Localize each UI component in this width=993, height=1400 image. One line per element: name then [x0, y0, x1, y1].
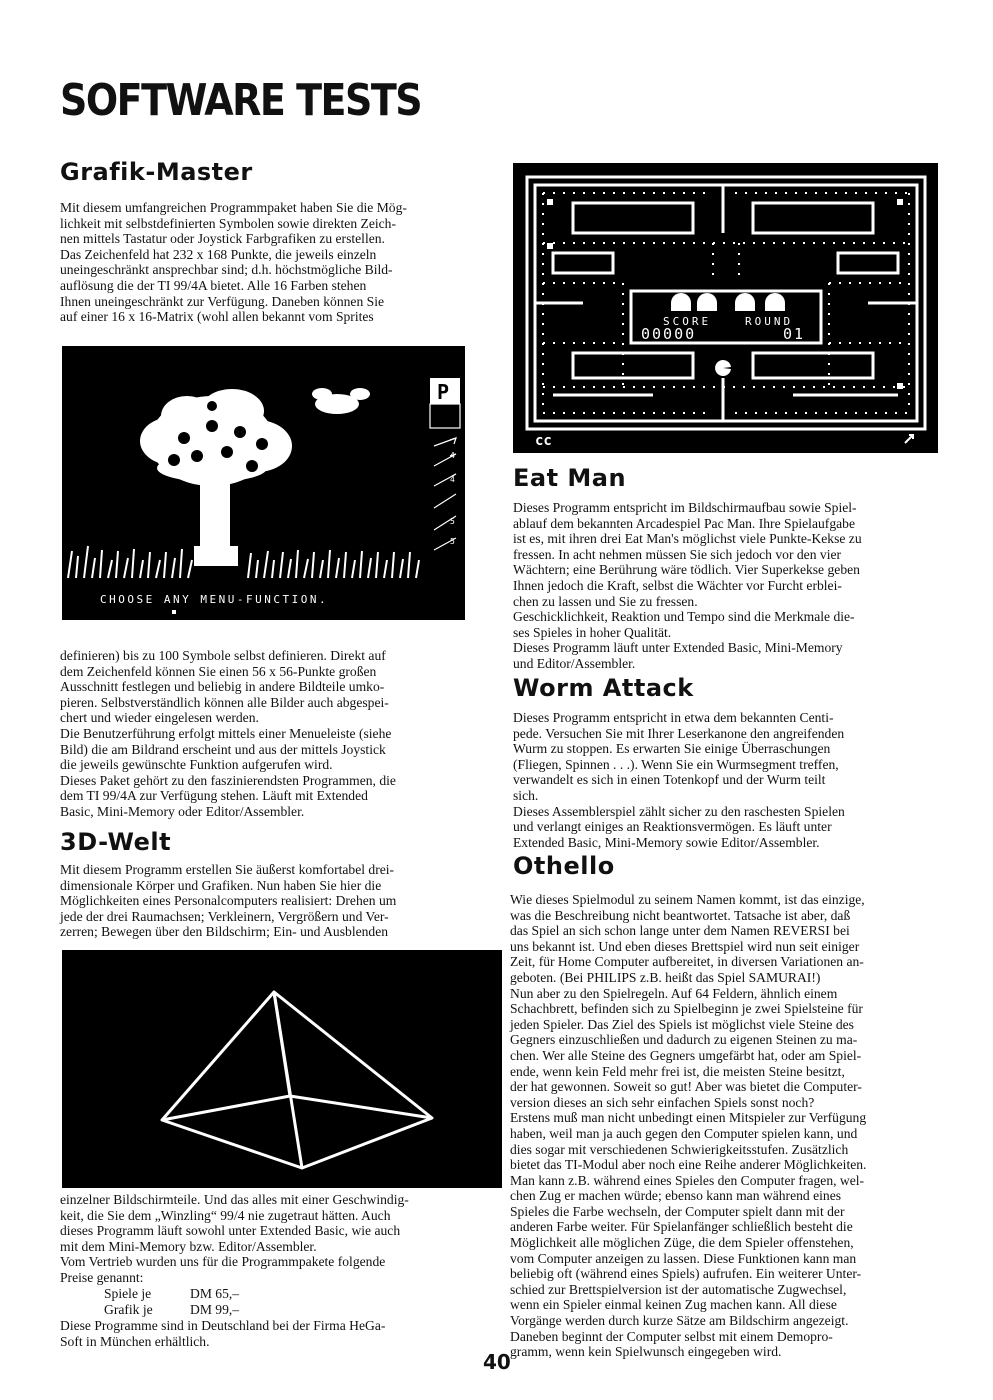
text-line: chert und wieder eingelesen werden. — [60, 710, 259, 726]
worm-attack-heading: Worm Attack — [513, 674, 694, 702]
text-line: die jeweils gewünschte Funktion aufgerufen wird. — [60, 757, 333, 773]
text-line: Wurm zu stoppen. Es erwarten Sie einige Überraschungen — [513, 741, 831, 757]
text-line: Wie dieses Spielmodul zu seinem Namen kommt, ist das einzige, — [510, 892, 865, 907]
othello-body-text — [510, 892, 945, 1360]
ghosts — [671, 293, 785, 311]
svg-text:5: 5 — [450, 517, 455, 526]
text-line: haben, weil man ja auch gegen den Computer spielen kann, und — [510, 1125, 858, 1141]
svg-text:cc: cc — [535, 433, 552, 449]
3d-welt-intro-text — [60, 862, 500, 940]
text-line: Schachbrett, befinden sich zu Spielbeginn je zwei Spielsteine für — [510, 1001, 863, 1017]
eat-man-heading: Eat Man — [513, 464, 627, 492]
grafik-master-screenshot — [62, 346, 465, 620]
text-line: Dieses Programm läuft unter Extended Basic, Mini-Memory — [513, 640, 843, 656]
text-line: dem Zeichenfeld können Sie einen 56 x 56-Punkte großen — [60, 663, 377, 679]
text-line: dieses Programm läuft sowohl unter Extended Basic, wie auch — [60, 1223, 401, 1239]
eat-man-screenshot — [513, 163, 938, 453]
text-line: Basic, Mini-Memory oder Editor/Assembler. — [60, 803, 305, 819]
othello-heading: Othello — [513, 852, 615, 880]
text-line: lichkeit mit selbstdefinierten Symbolen sowie direkten Zeich- — [60, 215, 396, 231]
text-line: Mit diesem umfangreichen Programmpaket haben Sie die Mög- — [60, 200, 407, 215]
text-line: ist es, mit ihren drei Eat Man's möglichst viele Punkte-Kekse zu — [513, 531, 862, 547]
text-line: ende, wenn kein Feld mehr frei ist, die meisten Steine besitzt, — [510, 1063, 845, 1079]
tree-drawing — [140, 389, 292, 566]
text-line: schied zur Brettspielversion ist der automatische Zugwechsel, — [510, 1281, 847, 1297]
lives-indicator — [535, 433, 552, 449]
eat-man-sprite — [715, 360, 731, 376]
text-line: Spieles die Farbe wechseln, der Computer spielt dann mit der — [510, 1203, 845, 1219]
text-line: jeden Spieler. Das Ziel des Spiels ist möglichst viele Steine des — [510, 1016, 854, 1032]
text-line: Möglichkeiten eines Personalcomputers realisiert: Drehen um — [60, 893, 397, 909]
text-line: Soft in München erhältlich. — [60, 1333, 210, 1349]
text-line: Die Benutzerführung erfolgt mittels einer Menueleiste (siehe — [60, 725, 392, 741]
text-line: version dieses an sich sehr einfachen Spiels sonst noch? — [510, 1094, 815, 1110]
text-line: Preise genannt: — [60, 1269, 144, 1285]
text-line: Dieses Paket gehört zu den faszinierendsten Programmen, die — [60, 772, 396, 788]
menu-letter: P — [437, 380, 450, 404]
grafik-master-heading: Grafik-Master — [60, 158, 253, 186]
text-line: Vom Vertrieb wurden uns für die Programmpakete folgende — [60, 1254, 386, 1270]
text-line: bietet das TI-Modul aber noch eine Reihe anderer Möglichkeiten. — [510, 1157, 867, 1173]
text-line: Wächtern; eine Berührung wäre tödlich. Vier Superkekse geben — [513, 562, 860, 578]
text-line: der hat gewonnen. Soweit so gut! Aber was bietet die Computer- — [510, 1079, 862, 1095]
pellet-rows — [543, 193, 909, 413]
text-line: Dieses Programm entspricht in etwa dem bekannten Centi- — [513, 710, 834, 725]
grafik-master-intro-text — [60, 200, 490, 325]
3d-welt-screenshot — [62, 950, 502, 1188]
text-line: vom Computer anzeigen zu lassen. Diese Funktionen kann man — [510, 1250, 857, 1266]
price-spiele-value: DM 65,– — [190, 1286, 240, 1301]
text-line: Extended Basic, Mini-Memory sowie Editor/Assembler. — [513, 834, 820, 850]
round-label: ROUND — [745, 315, 794, 328]
text-line: pede. Versuchen Sie mit Ihrer Leserkanone den angreifenden — [513, 725, 845, 741]
text-line: jede der drei Raumachsen; Verkleinern, Vergrößern und Ver- — [60, 908, 389, 924]
round-value: 01 — [783, 325, 806, 343]
text-line: auf einer 16 x 16-Matrix (wohl allen bekannt vom Sprites — [60, 309, 374, 325]
svg-text:5: 5 — [450, 537, 455, 546]
text-line: dimensionale Körper und Grafiken. Nun haben Sie hier die — [60, 877, 382, 893]
page-number: 40 — [483, 1350, 511, 1374]
screen-caption: CHOOSE ANY MENU-FUNCTION. — [100, 593, 329, 606]
text-line: Nun aber zu den Spielregeln. Auf 64 Feldern, ähnlich einem — [510, 985, 838, 1001]
text-line: Gegners einzuschließen und dadurch zu eigenen Steinen zu ma- — [510, 1032, 858, 1048]
text-line: Vorgänge werden durch kurze Sätze am Bildschirm angezeigt. — [510, 1313, 849, 1329]
text-line: chen Zug er machen würde; ebenso kann man während eines — [510, 1188, 842, 1204]
text-line: pieren. Selbstverständlich können alle Bilder auch abgespei- — [60, 694, 389, 710]
text-line: Bild) die am Bildrand erscheint und aus der mittels Joystick — [60, 741, 386, 757]
3d-welt-outro-text — [60, 1318, 500, 1349]
text-line: sich. — [513, 787, 539, 803]
text-line: Ausschnitt festlegen und beliebig in andere Bildteile umko- — [60, 679, 385, 695]
text-line: fressen. In acht nehmen müssen Sie sich jedoch vor den vier — [513, 546, 842, 562]
text-line: uneingeschränkt ansprechbar sind; d.h. höchstmögliche Bild- — [60, 262, 393, 278]
text-line: ablauf dem bekannten Arcadespiel Pac Man. Ihre Spielaufgabe — [513, 515, 855, 531]
text-line: dies sogar mit verschiedenen Schwierigkeitsstufen. Zusätzlich — [510, 1141, 849, 1157]
text-line: mit dem Mini-Memory bzw. Editor/Assembler. — [60, 1238, 317, 1254]
text-line: auflösung die der TI 99/4A bietet. Alle 16 Farben stehen — [60, 277, 367, 293]
text-line: chen zu lassen und Sie zu fressen. — [513, 593, 698, 609]
text-line: Man kann z.B. während eines Spieles den Computer fragen, wel- — [510, 1172, 865, 1188]
text-line: Erstens muß man nicht unbedingt einen Mitspieler zur Verfügung — [510, 1110, 867, 1126]
section-title: SOFTWARE TESTS — [60, 74, 422, 126]
text-line: Diese Programme sind in Deutschland bei der Firma HeGa- — [60, 1318, 386, 1333]
text-line: chen. Wer alle Steine des Gegners umgefärbt hat, oder am Spiel- — [510, 1047, 862, 1063]
text-line: geboten. (Bei PHILIPS z.B. heißt das Spiel SAMURAI!) — [510, 969, 821, 985]
text-line: beliebig oft (während eines Spiels) aufrufen. Ein weiterer Unter- — [510, 1266, 862, 1282]
text-line: gramm, wenn kein Spielwunsch eingegeben wird. — [510, 1344, 782, 1360]
text-line: Ihnen jedoch die Kraft, selbst die Wächter vor Furcht erblei- — [513, 577, 842, 593]
text-line: Dieses Assemblerspiel zählt sicher zu den raschesten Spielen — [513, 803, 845, 819]
text-line: nen mittels Tastatur oder Joystick Farbgrafiken zu erstellen. — [60, 231, 385, 247]
price-spiele-label: Spiele je — [104, 1286, 152, 1301]
text-line: anderen Farbe weiter. Für Spielanfänger schließlich besteht die — [510, 1219, 853, 1235]
worm-attack-body-text — [513, 710, 943, 850]
fruit-icon — [905, 435, 913, 443]
pyramid-wireframe — [162, 992, 432, 1168]
text-line: verwandelt es sich in einen Totenkopf und der Wurm teilt — [513, 772, 826, 788]
bird-drawing — [312, 388, 370, 414]
text-line: Mit diesem Programm erstellen Sie äußerst komfortabel drei- — [60, 862, 395, 877]
eat-man-body-text — [513, 500, 943, 672]
text-line: Das Zeichenfeld hat 232 x 168 Punkte, die jeweils einzeln — [60, 246, 377, 262]
text-line: ses Spieles in hoher Qualität. — [513, 624, 672, 640]
price-grafik-value: DM 99,– — [190, 1302, 240, 1317]
text-line: zerren; Bewegen über den Bildschirm; Ein- und Ausblenden — [60, 924, 389, 940]
text-line: einzelner Bildschirmteile. Und das alles mit einer Geschwindig- — [60, 1192, 409, 1207]
maze-walls — [527, 177, 925, 429]
text-line: und verlangt einiges an Reaktionsvermögen. Es läuft unter — [513, 819, 832, 835]
text-line: Dieses Programm entspricht im Bildschirmaufbau sowie Spiel- — [513, 500, 857, 515]
svg-text:4: 4 — [450, 451, 455, 460]
text-line: uns bekannt ist. Und eben dieses Brettspiel wird nun seit einiger — [510, 938, 860, 954]
text-line: und Editor/Assembler. — [513, 655, 636, 671]
grafik-master-body-text — [60, 648, 500, 820]
text-line: das Spiel an sich schon lange unter dem Namen REVERSI bei — [510, 923, 850, 939]
text-line: Ihnen uneingeschränkt zur Verfügung. Daneben können Sie — [60, 293, 385, 309]
3d-welt-body-text — [60, 1192, 505, 1286]
text-line: (Fliegen, Spinnen . . .). Wenn Sie ein Wurmsegment treffen, — [513, 756, 839, 772]
text-line: dem TI 99/4A zur Verfügung stehen. Läuft mit Extended — [60, 788, 368, 804]
text-line: was die Beschreibung nicht beantwortet. Tatsache ist aber, daß — [510, 907, 851, 923]
score-label: SCORE — [663, 315, 712, 328]
text-line: Zeit, für Home Computer aufbereitet, in diversen Variationen an- — [510, 954, 864, 970]
text-line: keit, die Sie dem „Winzling“ 99/4 nie zugetraut hätten. Auch — [60, 1207, 391, 1223]
text-line: definieren) bis zu 100 Symbole selbst definieren. Direkt auf — [60, 648, 386, 663]
score-value: 00000 — [641, 325, 697, 343]
text-line: Geschicklichkeit, Reaktion und Tempo sind die Merkmale die- — [513, 609, 855, 625]
price-grafik-label: Grafik je — [104, 1302, 153, 1317]
menu-bar — [430, 378, 460, 550]
text-line: Möglichkeit alle möglichen Züge, die dem Spieler offenstehen, — [510, 1235, 854, 1251]
text-line: Daneben beginnt der Computer selbst mit einem Demopro- — [510, 1328, 833, 1344]
text-line: wenn ein Spieler einmal keinen Zug machen kann. All diese — [510, 1297, 837, 1313]
3d-welt-heading: 3D-Welt — [60, 828, 172, 856]
grass-drawing — [68, 546, 419, 578]
svg-text:4: 4 — [450, 475, 455, 484]
